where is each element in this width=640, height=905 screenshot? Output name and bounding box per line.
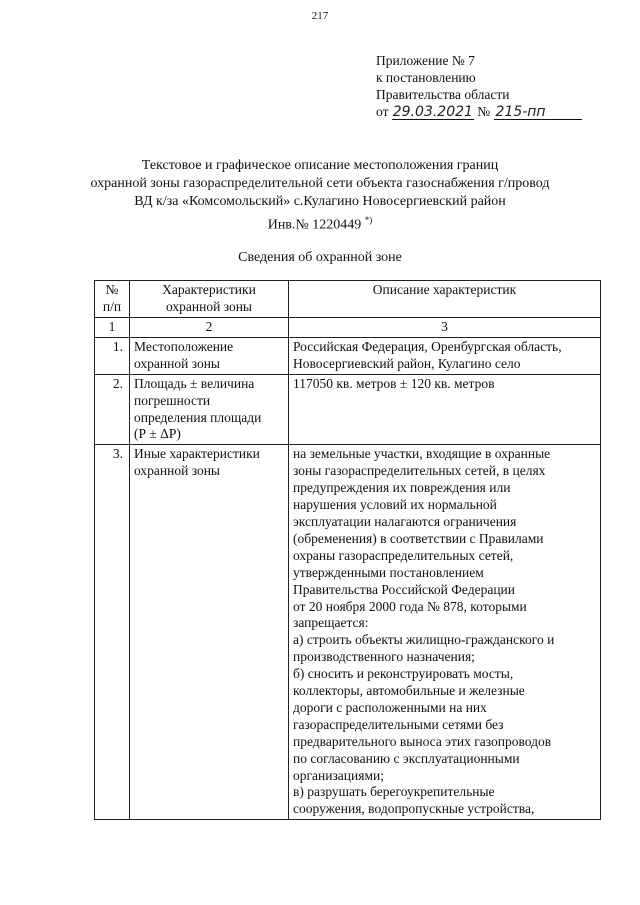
table-row — [95, 337, 601, 374]
row-description: Российская Федерация, Оренбургская область, Новосергиевский район, Кулагино село — [289, 337, 601, 374]
appendix-government: Правительства области — [376, 87, 510, 102]
column-number-1: 1 — [95, 318, 130, 338]
section-title: Сведения об охранной зоне — [238, 250, 402, 265]
header-characteristic: Характеристики охранной зоны — [130, 281, 289, 318]
table-row — [95, 374, 601, 445]
column-number-2: 2 — [130, 318, 289, 338]
appendix-title: Приложение № 7 — [376, 53, 475, 68]
appendix-to-resolution: к постановлению — [376, 70, 476, 85]
title-line-1: Текстовое и графическое описание местоположения границ — [141, 158, 499, 173]
row-num: 1. — [95, 337, 130, 374]
row-description: 117050 кв. метров ± 120 кв. метров — [289, 374, 601, 445]
from-label: от — [376, 104, 389, 119]
title-line-4 — [60, 211, 580, 235]
row-characteristic: Местоположение охранной зоны — [130, 337, 289, 374]
zone-info-table — [94, 280, 601, 820]
handwritten-number: 215-пп — [494, 105, 582, 120]
handwritten-date: 29.03.2021 — [392, 104, 473, 120]
row-characteristic: Иные характеристики охранной зоны — [130, 445, 289, 820]
appendix-block — [376, 52, 582, 120]
number-label: № — [477, 104, 491, 119]
footnote-mark: *) — [364, 215, 373, 225]
row-num: 2. — [95, 374, 130, 445]
header-num: № п/п — [95, 281, 130, 318]
header-description: Описание характеристик — [289, 281, 601, 318]
row-characteristic: Площадь ± величина погрешности определения площади (Р ± ΔР) — [130, 374, 289, 445]
table-row — [95, 445, 601, 820]
column-numbers-row — [95, 318, 601, 338]
page-number: 217 — [311, 10, 329, 22]
document-title — [60, 157, 580, 235]
column-number-3: 3 — [289, 318, 601, 338]
row-num: 3. — [95, 445, 130, 820]
appendix-date-line — [376, 103, 582, 120]
table-header-row — [95, 281, 601, 318]
title-line-2: охранной зоны газораспределительной сети объекта газоснабжения г/провод — [90, 176, 550, 191]
row-description: на земельные участки, входящие в охранные зоны газораспределительных сетей, в целях предупреждения их повреждения или нарушения условий их нормальной эксплуатации налагаются ограничения (обременения) в соответствии с Правилами охраны газораспределительных сетей, утвержденными постановлением Правительства Российской Федерации от 20 ноября 2000 года № 878, которыми запрещается: а) строить объекты жилищно-гражданского и производственного назначения; б) сносить и реконструировать мосты, коллекторы, автомобильные и железные дороги с расположенными на них газораспределительными сетями без предварительного выноса этих газопроводов по согласованию с эксплуатационными организациями; в) разрушать берегоукрепительные сооружения, водопропускные устройства, — [289, 445, 601, 820]
inventory-number: Инв.№ 1220449 — [267, 217, 362, 233]
title-line-3: ВД к/за «Комсомольский» с.Кулагино Новосергиевский район — [134, 194, 506, 209]
